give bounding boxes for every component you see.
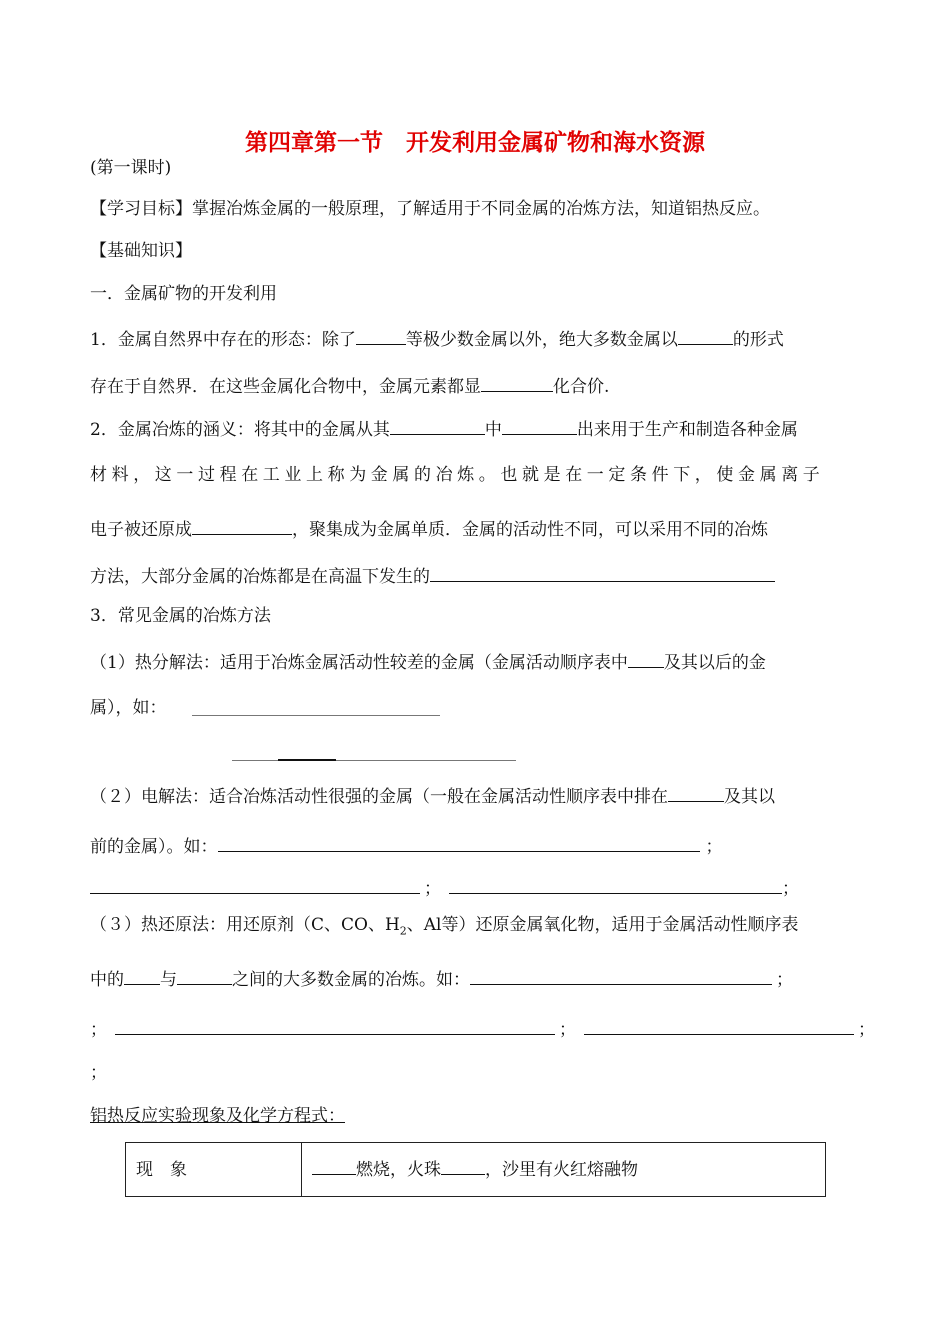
- q1-line1: [90, 328, 784, 349]
- q1-text-b: 等极少数金属以外，绝大多数金属以: [405, 330, 678, 350]
- method3-line1: [90, 917, 799, 936]
- answer-blank[interactable]: [628, 651, 664, 668]
- method3-text-d: 与: [160, 970, 177, 990]
- method3-line3: [90, 1018, 875, 1039]
- method2-text-b: 及其以: [724, 787, 775, 807]
- answer-line-bold: [278, 759, 336, 761]
- learning-objective: [90, 201, 770, 218]
- method1-line2: 属），如：: [90, 698, 167, 718]
- semicolon: ；: [705, 837, 723, 857]
- method3-text-c: 中的: [90, 970, 124, 990]
- answer-blank[interactable]: [390, 418, 485, 435]
- method2-line2: [90, 835, 723, 856]
- q1-line2: [90, 375, 609, 396]
- semicolon: ；: [559, 1020, 576, 1040]
- thermite-table: [125, 1142, 826, 1197]
- method3-line4: ；: [90, 1063, 107, 1083]
- answer-line[interactable]: [232, 760, 516, 761]
- objective-label: 【学习目标】: [90, 199, 192, 219]
- method2-text-a: （２）电解法：适合冶炼活动性很强的金属（一般在金属活动性顺序表中排在: [90, 787, 668, 807]
- method3-text-a: （３）热还原法：用还原剂（C、CO、H: [90, 915, 400, 935]
- semicolon: ；: [424, 879, 441, 899]
- table-row: [126, 1143, 826, 1197]
- phenomenon-text-a: 燃烧，火珠: [356, 1160, 441, 1180]
- phenomenon-cell: [302, 1143, 826, 1197]
- method3-line2: [90, 968, 793, 989]
- answer-blank[interactable]: [678, 328, 733, 345]
- q2-text-c: 出来用于生产和制造各种金属: [576, 420, 798, 440]
- answer-blank[interactable]: [584, 1018, 854, 1035]
- method1-text-b: 及其以后的金: [663, 653, 766, 673]
- answer-blank[interactable]: [218, 835, 700, 852]
- q2-line1: [90, 418, 798, 439]
- method3-text-e: 之间的大多数金属的冶炼。如：: [232, 970, 470, 990]
- answer-line[interactable]: [192, 715, 440, 716]
- q2-line2: 材料，这一过程在工业上称为金属的冶炼。也就是在一定条件下，使金属离子: [90, 465, 825, 485]
- basics-label: 【基础知识】: [90, 241, 192, 261]
- q3-heading: 3．常见金属的冶炼方法: [90, 606, 271, 626]
- answer-blank[interactable]: [124, 968, 160, 985]
- q1-text-d: 存在于自然界．在这些金属化合物中，金属元素都显: [90, 377, 481, 397]
- row-label: 现 象: [126, 1143, 302, 1197]
- q1-text-a: 1．金属自然界中存在的形态：除了: [90, 330, 356, 350]
- semicolon: ；: [782, 879, 799, 899]
- thermite-heading: 铝热反应实验现象及化学方程式：: [90, 1106, 345, 1126]
- section-heading: 一．金属矿物的开发利用: [90, 284, 277, 304]
- q1-text-c: 的形式: [732, 330, 784, 350]
- objective-text: 掌握冶炼金属的一般原理，了解适用于不同金属的冶炼方法，知道铝热反应。: [192, 199, 770, 219]
- method1-text-a: （1）热分解法：适用于冶炼金属活动性较差的金属（金属活动顺序表中: [90, 653, 628, 673]
- q2-line4: [90, 565, 775, 586]
- q2-text-d: 电子被还原成: [90, 520, 192, 540]
- semicolon: ；: [776, 970, 793, 990]
- method2-line1: [90, 785, 775, 806]
- semicolon: ；: [90, 1020, 107, 1040]
- q2-text-e: ，聚集成为金属单质．金属的活动性不同，可以采用不同的冶炼: [292, 520, 768, 540]
- answer-blank[interactable]: [192, 518, 292, 535]
- subscript: 2: [399, 924, 407, 938]
- answer-blank[interactable]: [177, 968, 232, 985]
- q2-text-b: 中: [484, 420, 502, 440]
- method2-text-c: 前的金属）。如：: [90, 837, 218, 857]
- subtitle: (第一课时): [90, 158, 172, 178]
- method2-line3: [90, 877, 799, 898]
- answer-blank[interactable]: [312, 1158, 356, 1175]
- q1-text-e: 化合价.: [553, 377, 610, 397]
- answer-blank[interactable]: [668, 785, 724, 802]
- method1-line1: [90, 651, 766, 672]
- phenomenon-text-b: ，沙里有火红熔融物: [485, 1160, 638, 1180]
- answer-blank[interactable]: [356, 328, 406, 345]
- answer-blank[interactable]: [449, 877, 782, 894]
- answer-blank[interactable]: [115, 1018, 555, 1035]
- answer-blank[interactable]: [90, 877, 420, 894]
- q2-line3: [90, 518, 768, 539]
- q2-text-f: 方法，大部分金属的冶炼都是在高温下发生的: [90, 567, 430, 587]
- answer-blank[interactable]: [481, 375, 553, 392]
- answer-blank[interactable]: [470, 968, 772, 985]
- answer-blank[interactable]: [441, 1158, 485, 1175]
- page-title: 第四章第一节 开发利用金属矿物和海水资源: [245, 130, 705, 156]
- semicolon: ；: [858, 1020, 875, 1040]
- method3-text-b: 、Al等）还原金属氧化物，适用于金属活动性顺序表: [406, 915, 799, 935]
- answer-blank[interactable]: [502, 418, 577, 435]
- answer-blank[interactable]: [430, 565, 775, 582]
- q2-text-a: 2．金属冶炼的涵义：将其中的金属从其: [90, 420, 390, 440]
